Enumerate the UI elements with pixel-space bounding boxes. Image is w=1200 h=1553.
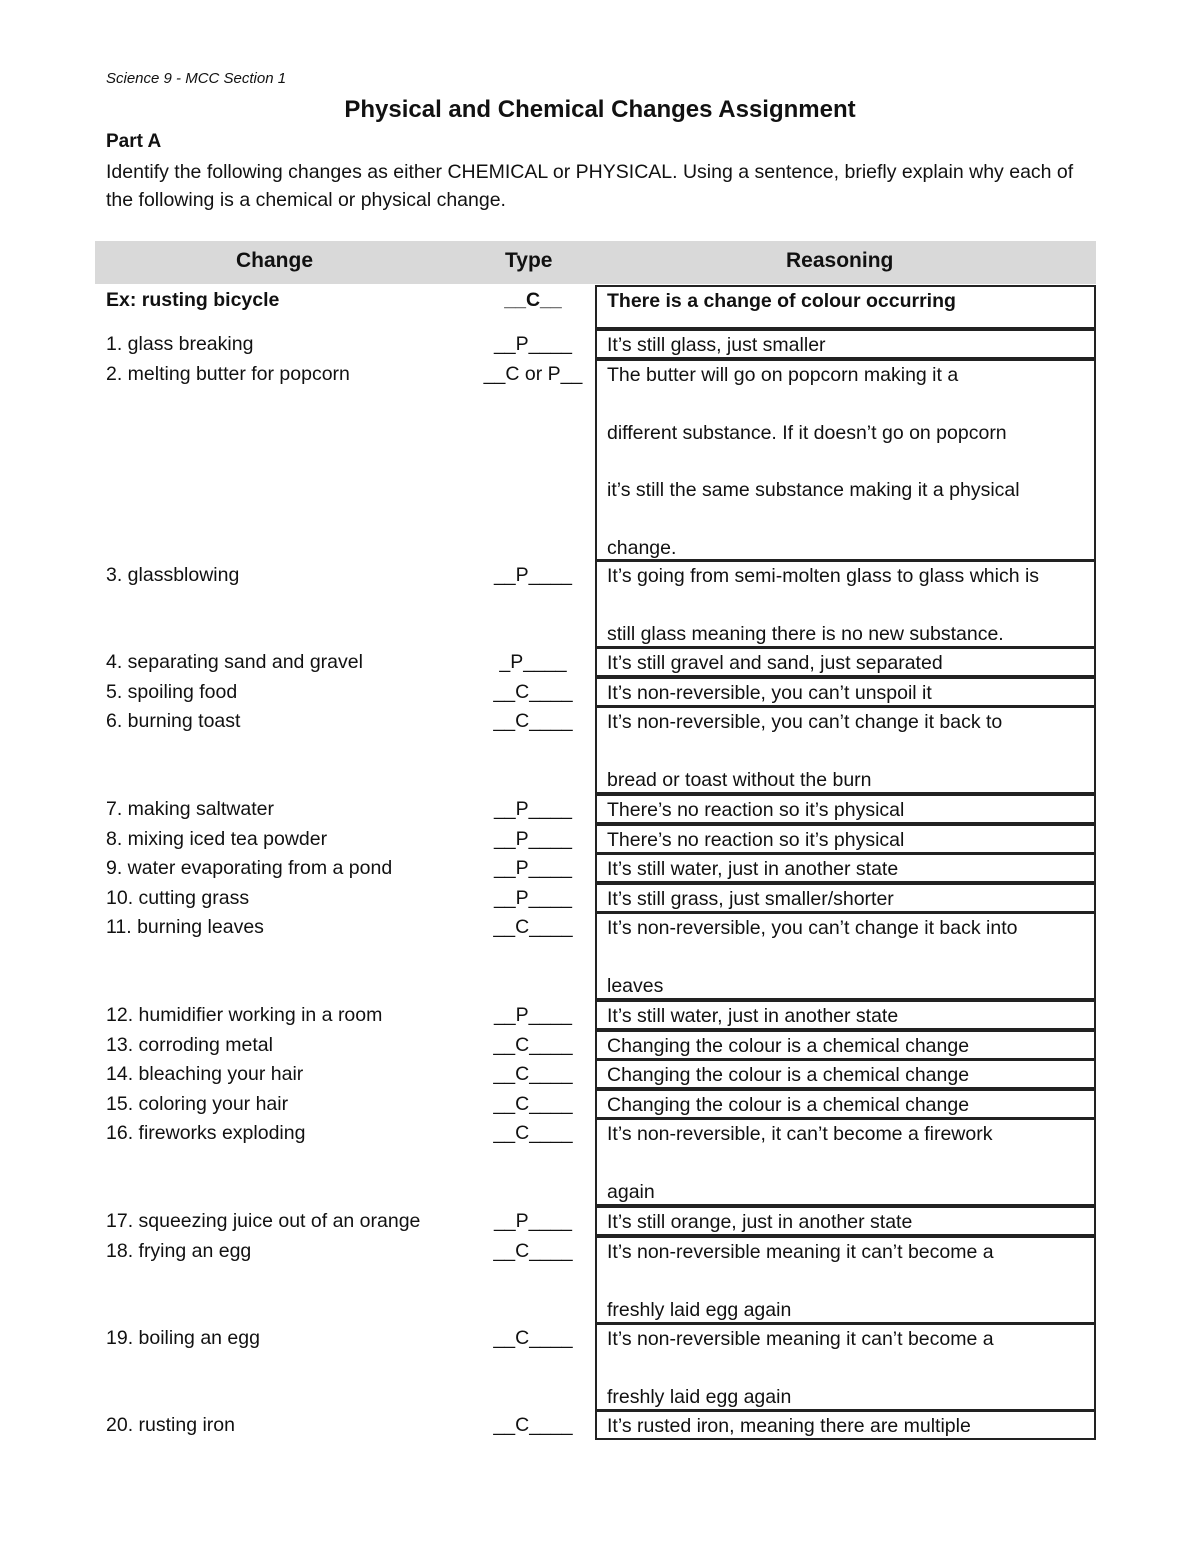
reasoning-line: There’s no reaction so it’s physical <box>607 799 905 821</box>
reasoning-line: it’s still the same substance making it a physical <box>607 479 1020 501</box>
reasoning-cell <box>595 853 1096 883</box>
reasoning-line: It’s non-reversible meaning it can’t become a <box>607 1241 994 1263</box>
reasoning-line: still glass meaning there is no new substance. <box>607 622 1004 645</box>
type-cell: __P____ <box>493 333 573 355</box>
change-cell: 14. bleaching your hair <box>106 1063 304 1085</box>
type-cell: __C____ <box>493 1327 573 1349</box>
change-cell: 3. glassblowing <box>106 564 240 586</box>
column-header-type: Type <box>505 249 553 272</box>
reasoning-line: It’s non-reversible, you can’t change it back to <box>607 711 1003 733</box>
type-cell: __P____ <box>493 887 573 909</box>
reasoning-line: It’s non-reversible, it can’t become a firework <box>607 1123 993 1145</box>
type-cell: __P____ <box>493 564 573 586</box>
reasoning-line: freshly laid egg again <box>607 1298 792 1321</box>
reasoning-line: It’s non-reversible meaning it can’t become a <box>607 1328 994 1350</box>
change-cell: 6. burning toast <box>106 710 241 732</box>
change-cell: 10. cutting grass <box>106 887 250 909</box>
reasoning-cell <box>595 1206 1096 1236</box>
type-cell: __P____ <box>493 1210 573 1232</box>
change-cell: 13. corroding metal <box>106 1034 273 1056</box>
reasoning-cell <box>595 1089 1096 1119</box>
part-label: Part A <box>106 131 162 152</box>
reasoning-cell <box>595 1118 1096 1206</box>
reasoning-cell <box>595 1000 1096 1030</box>
reasoning-cell <box>595 647 1096 677</box>
change-cell: Ex: rusting bicycle <box>106 289 280 311</box>
type-cell: __C____ <box>493 1063 573 1085</box>
type-cell: _P____ <box>499 651 567 673</box>
reasoning-cell <box>595 883 1096 913</box>
type-cell: __C____ <box>493 1414 573 1436</box>
reasoning-cell <box>595 359 1096 561</box>
change-cell: 16. fireworks exploding <box>106 1122 306 1144</box>
reasoning-line: There’s no reaction so it’s physical <box>607 829 905 851</box>
change-cell: 17. squeezing juice out of an orange <box>106 1210 421 1232</box>
change-cell: 5. spoiling food <box>106 681 238 703</box>
reasoning-cell <box>595 1030 1096 1060</box>
type-cell: __C____ <box>493 1240 573 1262</box>
change-cell: 4. separating sand and gravel <box>106 651 363 673</box>
reasoning-cell <box>595 1236 1096 1324</box>
reasoning-line: It’s still water, just in another state <box>607 858 899 880</box>
reasoning-line: It’s still gravel and sand, just separated <box>607 652 943 674</box>
column-header-reasoning: Reasoning <box>786 249 894 272</box>
reasoning-line: There is a change of colour occurring <box>607 290 956 312</box>
reasoning-line: It’s still grass, just smaller/shorter <box>607 888 894 910</box>
reasoning-line: bread or toast without the burn <box>607 768 872 791</box>
change-cell: 8. mixing iced tea powder <box>106 828 328 850</box>
reasoning-line: different substance. If it doesn’t go on popcorn <box>607 421 1007 444</box>
change-cell: 11. burning leaves <box>106 916 264 938</box>
reasoning-cell <box>595 285 1096 329</box>
type-cell: __C____ <box>493 681 573 703</box>
reasoning-cell <box>595 1410 1096 1440</box>
change-cell: 18. frying an egg <box>106 1240 252 1262</box>
change-cell: 2. melting butter for popcorn <box>106 363 350 385</box>
reasoning-cell <box>595 824 1096 854</box>
reasoning-line: Changing the colour is a chemical change <box>607 1094 970 1116</box>
reasoning-line: Changing the colour is a chemical change <box>607 1035 970 1057</box>
reasoning-line: It’s non-reversible, you can’t unspoil it <box>607 682 932 704</box>
change-cell: 7. making saltwater <box>106 798 274 820</box>
reasoning-cell <box>595 912 1096 1000</box>
reasoning-line: It’s still glass, just smaller <box>607 334 826 356</box>
reasoning-line: It’s non-reversible, you can’t change it back into <box>607 917 1018 939</box>
type-cell: __P____ <box>493 1004 573 1026</box>
change-cell: 9. water evaporating from a pond <box>106 857 393 879</box>
reasoning-line: leaves <box>607 974 664 997</box>
reasoning-cell <box>595 329 1096 359</box>
reasoning-line: It’s still water, just in another state <box>607 1005 899 1027</box>
page-title: Physical and Chemical Changes Assignment <box>344 96 856 123</box>
reasoning-line: It’s still orange, just in another state <box>607 1211 913 1233</box>
type-cell: __C____ <box>493 916 573 938</box>
column-header-change: Change <box>236 249 314 272</box>
type-cell: __P____ <box>493 798 573 820</box>
reasoning-cell <box>595 1323 1096 1411</box>
change-cell: 20. rusting iron <box>106 1414 235 1436</box>
type-cell: __C____ <box>493 710 573 732</box>
reasoning-cell <box>595 1059 1096 1089</box>
change-cell: 12. humidifier working in a room <box>106 1004 383 1026</box>
type-cell: __P____ <box>493 857 573 879</box>
change-cell: 15. coloring your hair <box>106 1093 289 1115</box>
reasoning-cell <box>595 677 1096 707</box>
reasoning-line: It’s going from semi-molten glass to glass which is <box>607 565 1040 587</box>
reasoning-line: freshly laid egg again <box>607 1385 792 1408</box>
reasoning-line: Changing the colour is a chemical change <box>607 1064 970 1086</box>
type-cell: __C or P__ <box>483 363 583 385</box>
reasoning-cell <box>595 560 1096 648</box>
reasoning-line: The butter will go on popcorn making it a <box>607 364 959 386</box>
reasoning-line: again <box>607 1180 655 1203</box>
reasoning-line: It’s rusted iron, meaning there are multiple <box>607 1415 971 1437</box>
reasoning-line: change. <box>607 536 677 559</box>
type-cell: __C__ <box>504 289 562 311</box>
type-cell: __C____ <box>493 1034 573 1056</box>
change-cell: 19. boiling an egg <box>106 1327 260 1349</box>
change-cell: 1. glass breaking <box>106 333 254 355</box>
reasoning-cell <box>595 706 1096 794</box>
type-cell: __C____ <box>493 1093 573 1115</box>
reasoning-cell <box>595 794 1096 824</box>
type-cell: __P____ <box>493 828 573 850</box>
course-label: Science 9 - MCC Section 1 <box>106 70 287 87</box>
type-cell: __C____ <box>493 1122 573 1144</box>
instructions-text: Identify the following changes as either CHEMICAL or PHYSICAL. Using a sentence, briefly explain why each of the following is a chemical or physical change. <box>106 161 1074 211</box>
